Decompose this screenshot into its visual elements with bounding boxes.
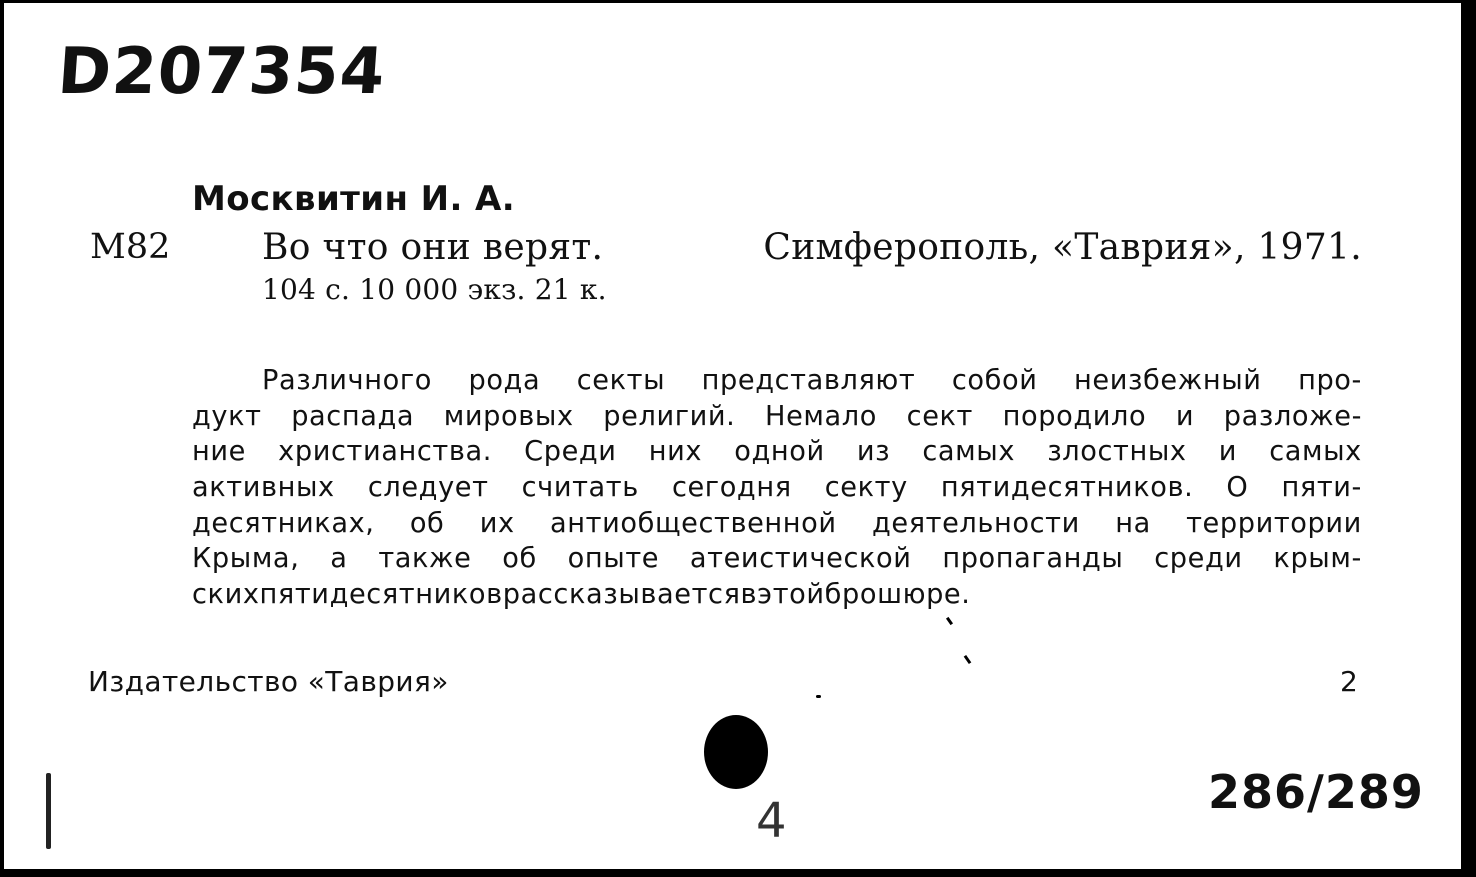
abstract-word: Немало (765, 400, 877, 432)
abstract-word: ние (192, 436, 246, 468)
abstract-word: а (330, 543, 348, 575)
abstract-word: брошюре. (824, 579, 971, 611)
abstract-line (192, 363, 1362, 399)
abstract-word: территории (1186, 507, 1362, 539)
abstract-word: в (740, 579, 758, 611)
abstract-word: также (378, 543, 472, 575)
abstract-word: опыте (567, 543, 660, 575)
abstract-word: и (1175, 400, 1195, 432)
speck-mark (816, 695, 821, 698)
abstract-word: об (409, 507, 445, 539)
abstract-word: религий. (603, 400, 736, 432)
abstract-word: самых (1269, 436, 1362, 468)
book-title: Во что они верят. (262, 227, 604, 268)
title-line (262, 227, 1362, 268)
abstract-word: Различного (262, 365, 432, 396)
abstract-word: распада (291, 400, 415, 432)
card-edge-shadow (4, 869, 1470, 873)
abstract-line (192, 434, 1362, 470)
card-edge-shadow (1461, 3, 1470, 873)
abstract-word: атеистической (689, 543, 912, 575)
abstract-line (192, 506, 1362, 542)
publisher: Издательство «Таврия» (88, 665, 449, 698)
abstract-word: Среди (524, 436, 617, 468)
abstract-word: рассказывается (502, 579, 741, 611)
abstract-line (192, 399, 1362, 435)
abstract-line (192, 541, 1362, 577)
abstract-word: среди (1154, 543, 1243, 575)
abstract-word: на (1115, 507, 1151, 539)
abstract-word: пятидесятников. (940, 472, 1194, 504)
pencil-stroke (46, 773, 51, 849)
abstract-word: крым- (1273, 543, 1362, 575)
edition-details: 104 с. 10 000 экз. 21 к. (262, 273, 607, 306)
abstract-line (192, 470, 1362, 506)
abstract-word: ских (192, 579, 260, 611)
abstract-word: следует (367, 472, 489, 504)
abstract (192, 363, 1362, 613)
abstract-word: самых (922, 436, 1016, 468)
abstract-word: них (648, 436, 703, 468)
abstract-word: секту (824, 472, 908, 504)
abstract-word: неизбежный (1074, 365, 1262, 396)
abstract-word: представляют (701, 365, 916, 396)
handwritten-range: 286/289 (1208, 765, 1424, 819)
abstract-word: Крыма, (192, 543, 300, 575)
abstract-word: породило (1002, 400, 1147, 432)
abstract-word: разложе- (1223, 400, 1362, 432)
speck-mark (964, 655, 972, 664)
publication-place-year: Симферополь, «Таврия», 1971. (763, 227, 1362, 268)
abstract-word: из (856, 436, 891, 468)
shelf-mark: М82 (90, 227, 171, 267)
abstract-word: пятидесятников (259, 579, 503, 611)
author-heading: Москвитин И. А. (192, 179, 516, 219)
abstract-word: секты (576, 365, 666, 396)
abstract-word: этой (757, 579, 825, 611)
abstract-word: христианства. (278, 436, 492, 468)
handwritten-mark: 4 (756, 793, 788, 849)
abstract-word: дукт (192, 400, 262, 432)
abstract-word: злостных (1047, 436, 1187, 468)
inventory-number: D207354 (55, 35, 388, 109)
punch-hole (704, 715, 768, 789)
abstract-word: сект (906, 400, 973, 432)
abstract-word: активных (192, 472, 335, 504)
abstract-word: их (479, 507, 515, 539)
abstract-word: О (1226, 472, 1249, 504)
speck-mark (946, 617, 953, 625)
abstract-word: пяти- (1281, 472, 1362, 504)
abstract-word: одной (734, 436, 825, 468)
abstract-word: пропаганды (942, 543, 1124, 575)
abstract-word: деятельности (871, 507, 1080, 539)
abstract-word: и (1218, 436, 1238, 468)
abstract-word: мировых (443, 400, 574, 432)
abstract-word: считать (521, 472, 639, 504)
catalog-card (4, 3, 1470, 873)
abstract-word: антиобщественной (550, 507, 837, 539)
abstract-word: рода (468, 365, 541, 396)
abstract-line (192, 577, 1362, 613)
abstract-word: десятниках, (192, 507, 375, 539)
abstract-word: собой (951, 365, 1038, 396)
abstract-word: об (502, 543, 537, 575)
abstract-word: про- (1298, 365, 1362, 396)
abstract-word: сегодня (671, 472, 792, 504)
card-number: 2 (1340, 665, 1358, 698)
